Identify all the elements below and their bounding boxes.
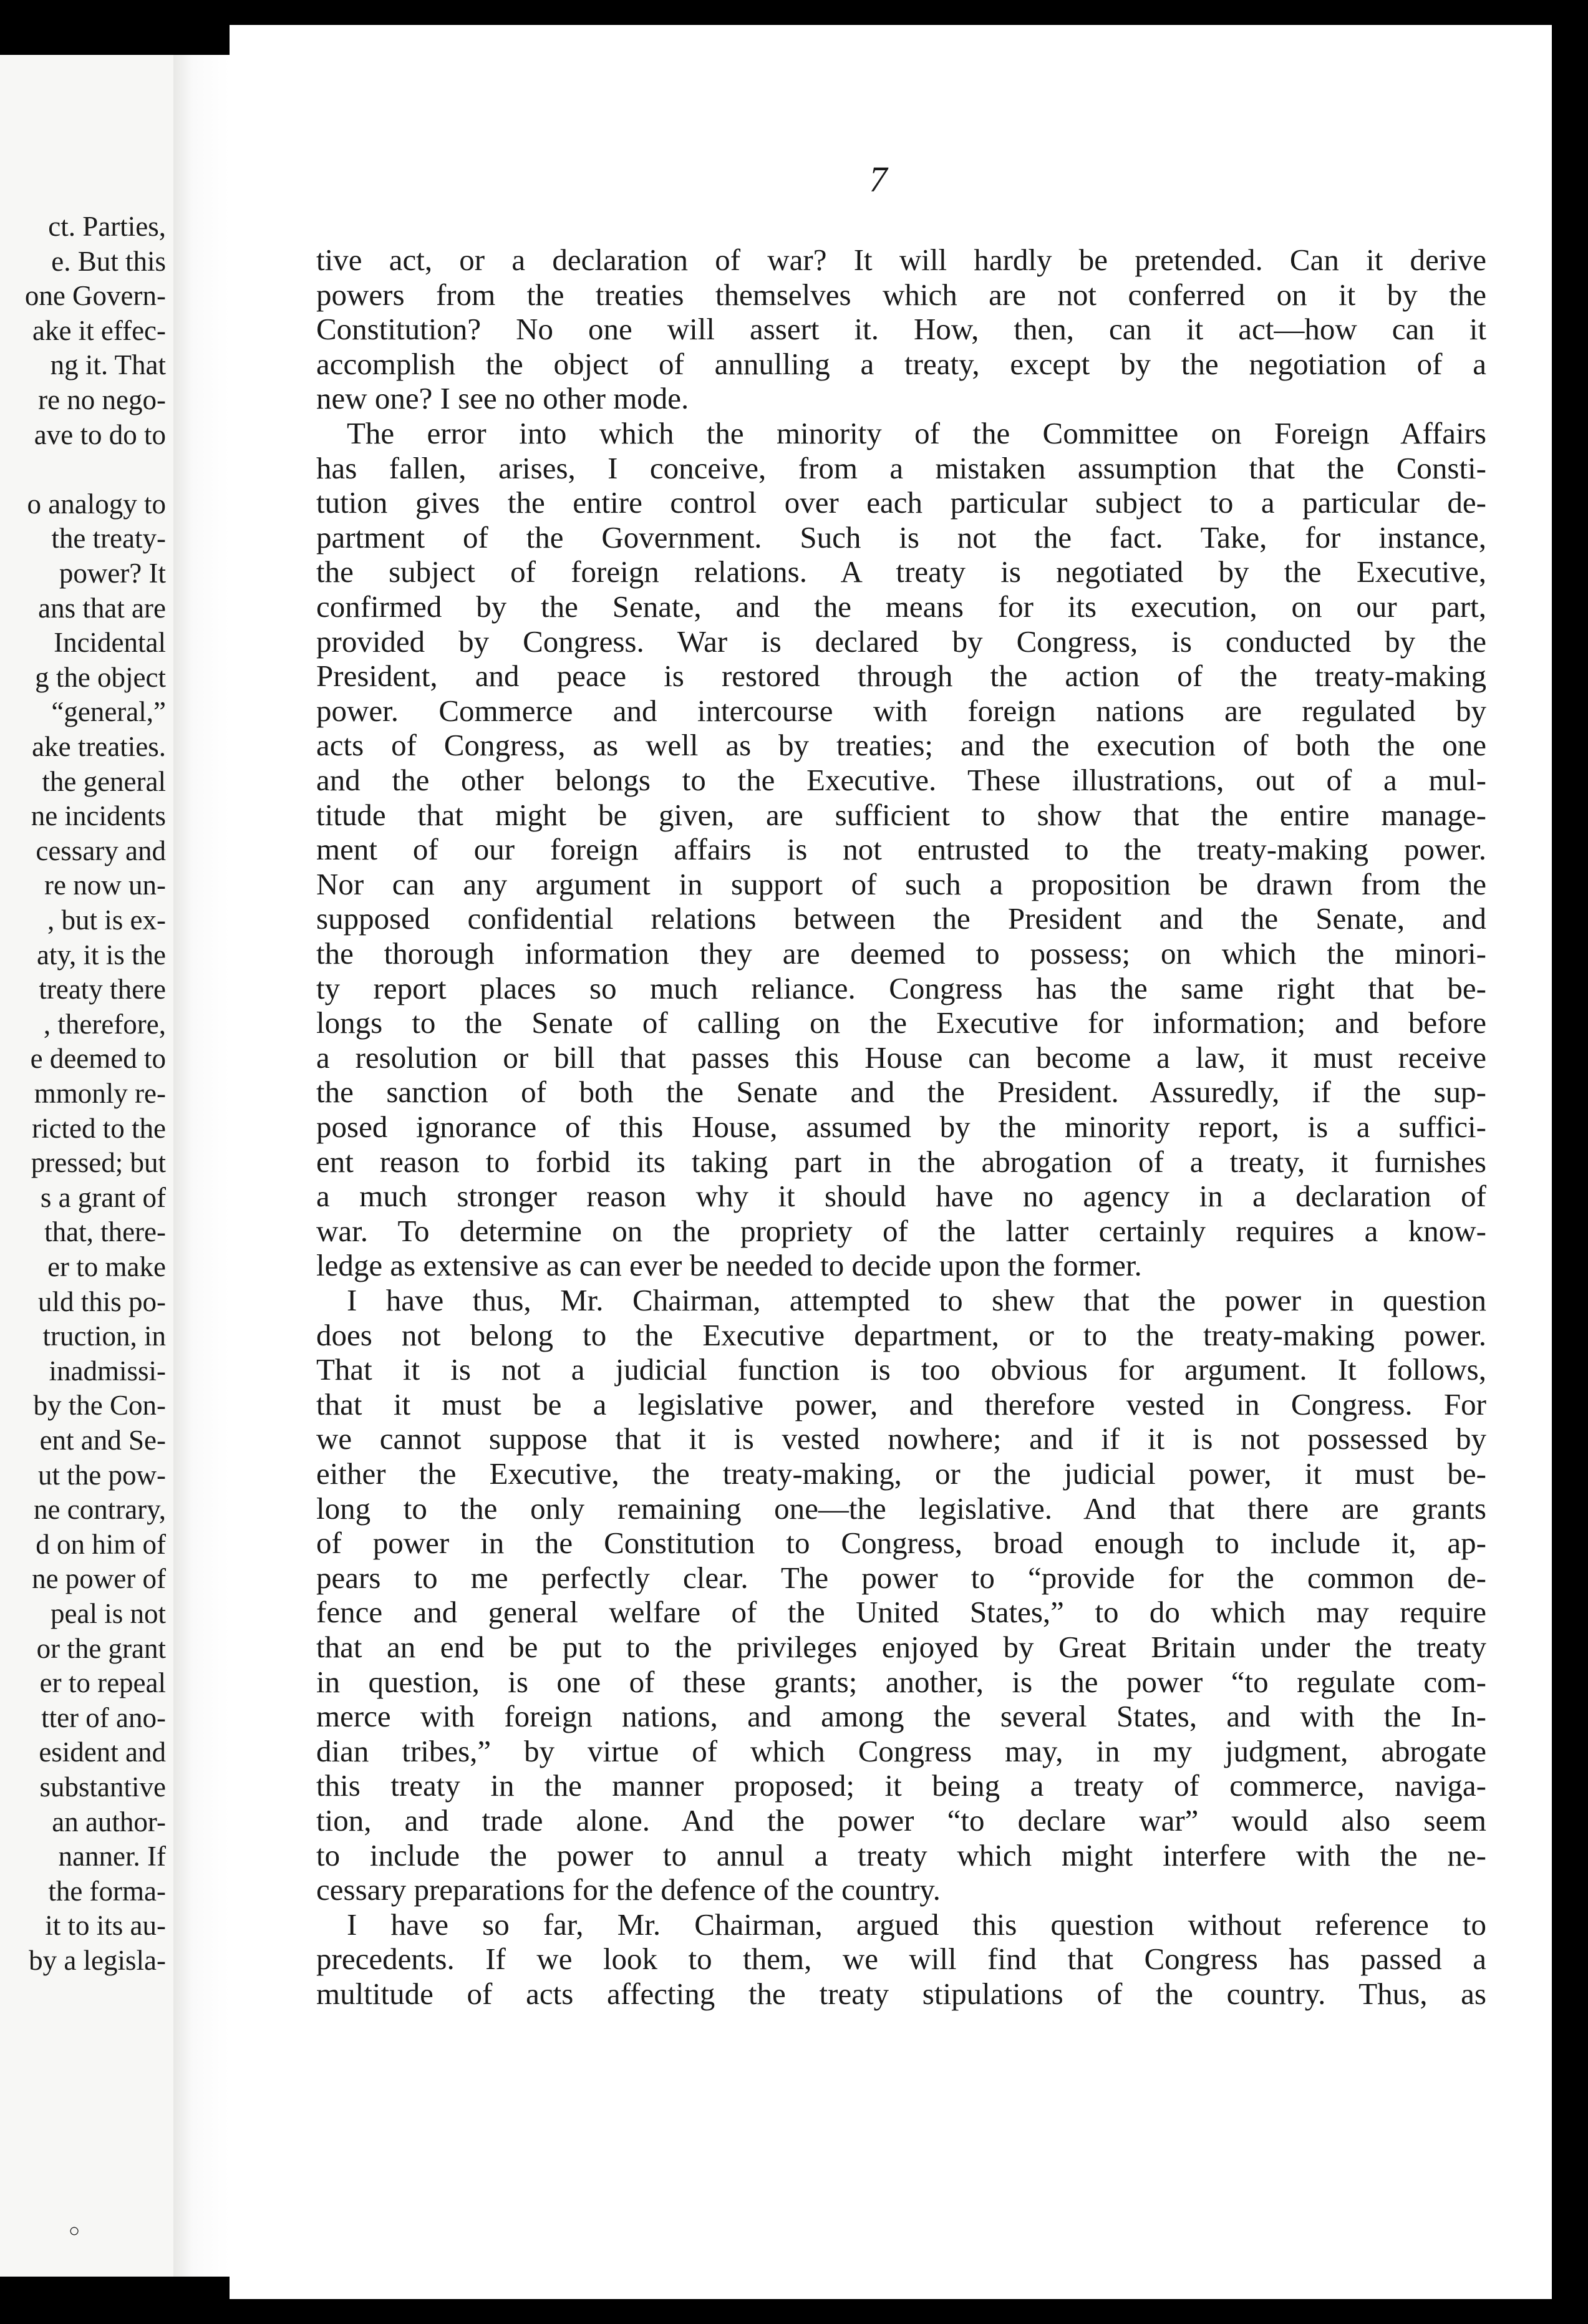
left-page-line: s a grant of [40,1181,166,1213]
body-text-line: acts of Congress, as well as by treaties; and the execution of both the one [316,728,1486,763]
body-text-line: new one? I see no other mode. [316,381,689,416]
body-text-line: accomplish the object of annulling a treaty, except by the negotiation of a [316,346,1486,381]
body-text-line: ty report places so much reliance. Congress has the same right that be- [316,971,1486,1005]
body-text-line: cessary preparations for the defence of the country. [316,1872,941,1907]
body-text-line: provided by Congress. War is declared by Congress, is conducted by the [316,624,1486,659]
body-text-line: partment of the Government. Such is not the fact. Take, for instance, [316,520,1486,554]
body-text-line: merce with foreign nations, and among the several States, and with the In- [316,1699,1486,1734]
left-page-line: g the object [35,661,166,693]
left-page-line: one Govern- [24,280,166,312]
left-page-line: treaty there [39,974,166,1005]
body-text-line: a resolution or bill that passes this House can become a law, it must receive [316,1040,1486,1075]
body-text-line: we cannot suppose that it is vested nowhere; and if it is not possessed by [316,1421,1486,1456]
left-page-line: e. But this [51,245,166,277]
page-right [230,25,1552,2299]
body-text-line: to include the power to annul a treaty which might interfere with the ne- [316,1837,1486,1872]
left-page-line: Incidental [54,627,166,659]
left-page-line: or the grant [36,1632,166,1664]
left-page-line: re no nego- [38,384,166,415]
body-text-line: posed ignorance of this House, assumed by the minority report, is a suffici- [316,1110,1486,1144]
left-page-line: esident and [39,1736,166,1768]
body-text-line: President, and peace is restored through the action of the treaty-making [316,659,1486,694]
left-page-line: ans that are [38,592,166,624]
body-text-line: confirmed by the Senate, and the means for its execution, on our part, [316,589,1486,624]
left-page-line: , but is ex- [47,904,166,936]
left-page-line: truction, in [42,1320,166,1352]
body-text-line: supposed confidential relations between the President and the Senate, and [316,901,1486,936]
body-text-line: that it must be a legislative power, and therefore vested in Congress. For [316,1387,1486,1421]
body-text-line: precedents. If we look to them, we will find that Congress has passed a [316,1942,1486,1977]
left-page-line: aty, it is the [36,939,166,971]
body-text-line: ment of our foreign affairs is not entrusted to the treaty-making power. [316,832,1486,867]
left-page-line: tter of ano- [41,1702,166,1733]
left-page-line: re now un- [44,869,166,901]
body-text-line: either the Executive, the treaty-making, or the judicial power, it must be- [316,1456,1486,1491]
body-text-line: has fallen, arises, I conceive, from a mistaken assumption that the Consti- [316,450,1486,485]
left-page-line: ake treaties. [32,731,166,762]
body-text-line: The error into which the minority of the Committee on Foreign Affairs [347,416,1486,450]
body-text-line: ledge as extensive as can ever be needed to decide upon the former. [316,1248,1142,1283]
body-text-line: multitude of acts affecting the treaty stipulations of the country. Thus, as [316,1977,1486,2011]
body-text-line: a much stronger reason why it should have no agency in a declaration of [316,1179,1486,1214]
left-page-line: the treaty- [51,523,166,554]
body-text-line: and the other belongs to the Executive. These illustrations, out of a mul- [316,763,1486,797]
body-text-line: ent reason to forbid its taking part in the abrogation of a treaty, it furnishes [316,1144,1486,1179]
body-text-line: does not belong to the Executive department, or to the treaty-making power. [316,1317,1486,1352]
left-page-line: nanner. If [58,1841,166,1872]
left-page-line: d on him of [36,1528,166,1560]
left-page-line: ake it effec- [32,314,166,346]
left-page-line: “general,” [51,696,166,728]
book-gutter [173,55,230,2277]
left-page-line: ne power of [32,1563,166,1595]
left-page-line: ne contrary, [34,1494,166,1526]
body-text-line: tution gives the entire control over each particular subject to a particular de- [316,485,1486,520]
left-page-line: power? It [59,558,166,589]
left-page-line: o analogy to [27,488,166,520]
left-page-line: ave to do to [34,419,166,450]
left-page-line: e deemed to [30,1043,166,1075]
body-text-line: of power in the Constitution to Congress, broad enough to include it, ap- [316,1526,1486,1561]
body-text-line: titude that might be given, are sufficient to show that the entire manage- [316,797,1486,832]
left-page-line: it to its au- [45,1910,166,1942]
body-text-line: war. To determine on the propriety of the latter certainly requires a know- [316,1213,1486,1248]
body-text-line: I have so far, Mr. Chairman, argued this question without reference to [347,1907,1486,1942]
body-text-line: tion, and trade alone. And the power “to declare war” would also seem [316,1803,1486,1837]
body-text-line: long to the only remaining one—the legislative. And that there are grants [316,1491,1486,1526]
left-page-line: ent and Se- [39,1425,166,1456]
body-text-line: tive act, or a declaration of war? It will hardly be pretended. Can it derive [316,243,1486,277]
body-text-line: dian tribes,” by virtue of which Congress may, in my judgment, abrogate [316,1733,1486,1768]
body-text-line: powers from the treaties themselves which are not conferred on it by the [316,277,1486,312]
left-page-line: cessary and [36,835,166,866]
left-page-line: substantive [39,1771,166,1803]
left-page-line: peal is not [51,1598,166,1629]
facing-page-left [0,55,173,2277]
left-page-line: , therefore, [43,1008,166,1040]
page-number: 7 [869,159,888,200]
left-page-line: inadmissi- [49,1355,166,1387]
margin-mark: ○ [69,2220,80,2241]
left-page-line: by the Con- [33,1390,166,1421]
body-text-line: Nor can any argument in support of such a proposition be drawn from the [316,866,1486,901]
body-text-line: pears to me perfectly clear. The power to “provide for the common de- [316,1560,1486,1595]
left-page-line: ne incidents [31,800,166,832]
left-page-line: er to repeal [39,1667,166,1699]
left-page-line: by a legisla- [29,1945,166,1976]
left-page-line: ct. Parties, [48,211,166,242]
left-page-line: the general [42,765,166,797]
left-page-line: ricted to the [32,1112,166,1144]
body-text-line: That it is not a judicial function is too obvious for argument. It follows, [316,1352,1486,1387]
body-text-line: I have thus, Mr. Chairman, attempted to shew that the power in question [347,1283,1486,1317]
body-text-line: this treaty in the manner proposed; it being a treaty of commerce, naviga- [316,1768,1486,1803]
left-page-line: er to make [47,1251,166,1282]
left-page-line: an author- [52,1806,166,1837]
left-page-line: mmonly re- [34,1078,166,1109]
body-text-line: that an end be put to the privileges enjoyed by Great Britain under the treaty [316,1630,1486,1664]
left-page-line: pressed; but [31,1147,166,1179]
left-page-line: that, there- [44,1216,166,1248]
body-text-line: in question, is one of these grants; another, is the power “to regulate com- [316,1664,1486,1699]
left-page-line: ut the pow- [38,1459,166,1491]
body-text-line: power. Commerce and intercourse with foreign nations are regulated by [316,693,1486,728]
left-page-line: the forma- [48,1875,166,1907]
left-page-line: ng it. That [50,349,166,381]
body-text-line: the thorough information they are deemed to possess; on which the minori- [316,936,1486,971]
left-page-line: uld this po- [37,1285,166,1317]
body-text-line: fence and general welfare of the United States,” to do which may require [316,1595,1486,1630]
body-text-line: the subject of foreign relations. A treaty is negotiated by the Executive, [316,554,1486,589]
body-text-line: Constitution? No one will assert it. How, then, can it act—how can it [316,312,1486,347]
body-text-line: longs to the Senate of calling on the Executive for information; and before [316,1005,1486,1040]
body-text-line: the sanction of both the Senate and the President. Assuredly, if the sup- [316,1075,1486,1110]
